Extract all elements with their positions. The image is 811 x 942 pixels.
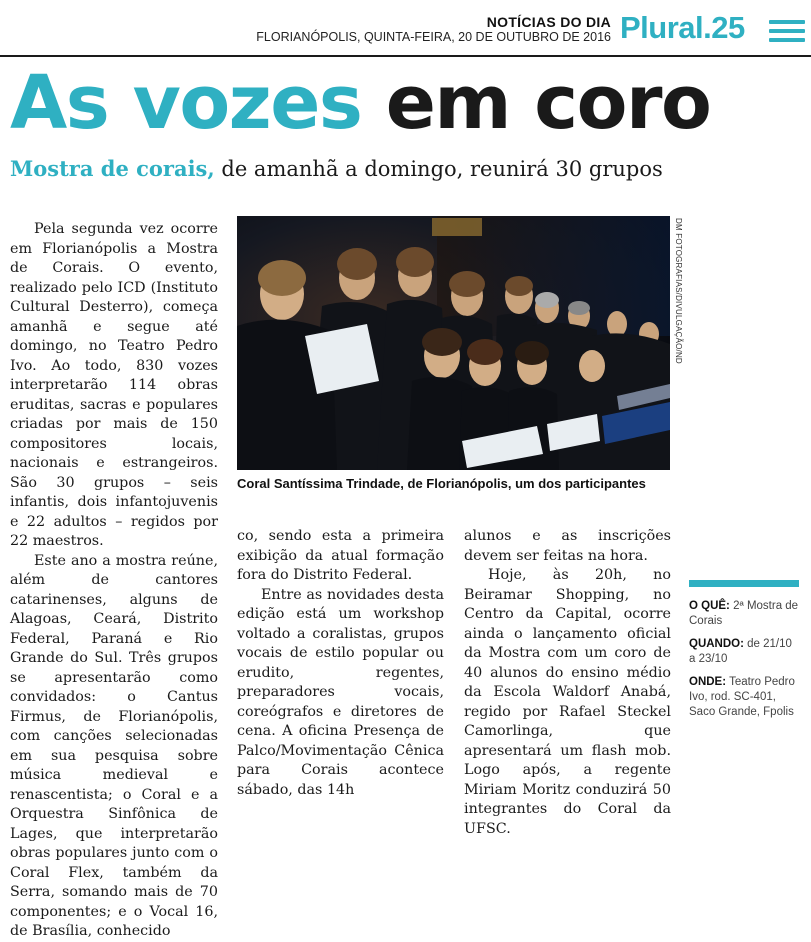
section-logo: Plural.25 (620, 10, 745, 45)
photo-caption: Coral Santíssima Trindade, de Florianópolis, um dos participantes (237, 476, 646, 491)
choir-photo (237, 216, 670, 470)
menu-icon[interactable] (769, 20, 805, 42)
event-info-box (689, 580, 799, 751)
info-what-value: 2ª Mostra de Corais (689, 600, 799, 627)
info-where (689, 675, 799, 720)
newspaper-name: NOTÍCIAS DO DIA (486, 14, 611, 30)
info-where-label: ONDE: (689, 676, 727, 688)
headline-accent: As vozes (10, 60, 362, 146)
article-paragraph: Pela segunda vez ocorre em Florianópolis a Mostra de Corais. O evento, realizado pelo ICD (Instituto Cultural Desterro), começa amanhã e segue até domingo, no Teatro Pedro Ivo. Ao todo, 830 vozes interpretarão 114 obras eruditas, sacras e populares criadas por mais de 150 compositores locais, nacionais e estrangeiros. São 30 grupos – seis infantis, dois infantojuvenis e 22 adultos – regidos por 22 maestros. (10, 221, 218, 549)
header-divider (0, 55, 811, 57)
article-paragraph: co, sendo esta a primeira exibição da atual formação fora do Distrito Federal. (237, 528, 444, 583)
subhead-text: de amanhã a domingo, reunirá 30 grupos (221, 157, 663, 181)
article-paragraph: Entre as novidades desta edição está um workshop voltado a coralistas, grupos vocais de estilo popular ou erudito, regentes, preparadores vocais, coreógrafos e diretores de cena. A oficina Presença de Palco/Movimentação Cênica para Corais acontece sábado, das 14h (237, 586, 444, 798)
info-box-accent-bar (689, 580, 799, 587)
article-paragraph: alunos e as inscrições devem ser feitas na hora. (464, 528, 671, 564)
article-paragraph: Hoje, às 20h, no Beiramar Shopping, no Centro da Capital, ocorre ainda o lançamento oficial da Mostra com um coro de 40 alunos do ensino médio da Escola Waldorf Anabá, regido por Rafael Steckel Camorlinga, que apresentará um flash mob. Logo após, a regente Miriam Moritz conduzirá 50 integrantes do Coral da UFSC. (464, 567, 671, 837)
subheadline (10, 156, 663, 181)
info-when-label: QUANDO: (689, 638, 744, 650)
article-column-3 (464, 527, 671, 837)
info-when-value: de 21/10 a 23/10 (689, 638, 792, 665)
info-when (689, 637, 799, 667)
headline (10, 60, 711, 146)
info-what (689, 599, 799, 629)
date-line: FLORIANÓPOLIS, QUINTA-FEIRA, 20 DE OUTUBRO DE 2016 (256, 30, 611, 44)
photo-credit: DM FOTOGRAFIAS/DIVULGAÇÃO/ND (674, 218, 683, 364)
info-where-value: Teatro Pedro Ivo, rod. SC-401, Saco Grande, Fpolis (689, 676, 795, 718)
info-what-label: O QUÊ: (689, 600, 730, 612)
article-column-2 (237, 527, 444, 798)
article-paragraph: Este ano a mostra reúne, além de cantores catarinenses, alguns de Alagoas, Ceará, Distrito Federal, Paraná e Rio Grande do Sul. Três grupos se apresentarão como convidados: o Cantus Firmus, de Florianópolis, com canções selecionadas em sua pesquisa sobre música medieval e renascentista; o Coral e a Orquestra Sinfônica de Lages, que interpretarão obras populares junto com o Coral Flex, também da Serra, somando mais de 70 componentes; e o Vocal 16, de Brasília, conhecido (10, 552, 218, 939)
choir-photo-illustration (237, 216, 670, 470)
subhead-lead: Mostra de corais, (10, 156, 215, 181)
headline-main: em coro (385, 60, 711, 146)
page-header (0, 0, 811, 58)
article-column-1 (10, 220, 218, 939)
